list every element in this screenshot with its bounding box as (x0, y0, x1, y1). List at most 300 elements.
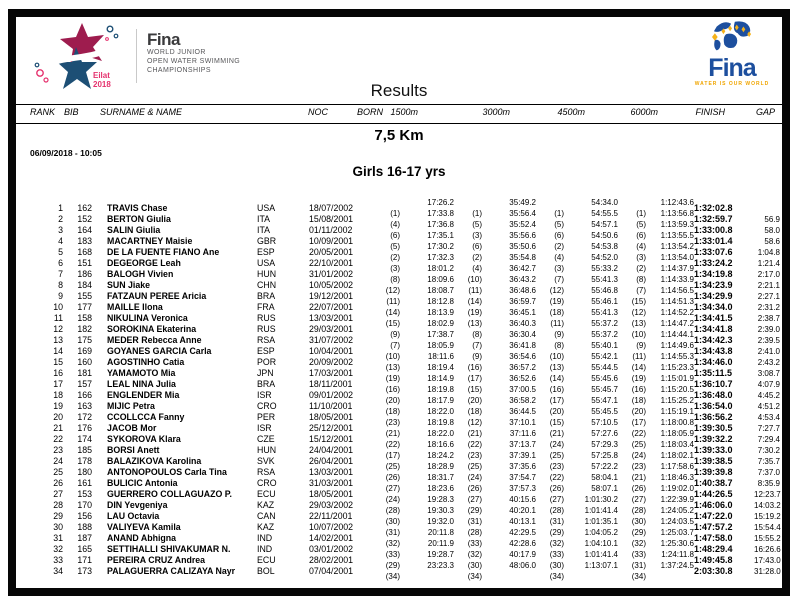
split-rank: (33) (631, 550, 646, 559)
split-time: 1:15:01.9 (660, 374, 694, 383)
split-time: 18:11.6 (427, 352, 454, 361)
split-rank: (24) (467, 473, 482, 482)
split-time: 17:35.1 (427, 231, 454, 240)
split-rank: (17) (631, 418, 646, 427)
bib-cell: 182 (77, 323, 92, 334)
split-rank: (23) (385, 418, 400, 427)
split-time: 57:29.3 (591, 440, 618, 449)
born-cell: 31/01/2002 (309, 268, 354, 279)
split-rank: (15) (549, 418, 564, 427)
noc-cell: ESP (257, 246, 275, 257)
split-6000m-cell (618, 560, 694, 582)
noc-cell: ESP (257, 345, 275, 356)
org-line-2: OPEN WATER SWIMMING (147, 58, 241, 65)
split-rank: (11) (550, 319, 564, 328)
noc-cell: BOL (257, 565, 275, 576)
split-rank: (18) (467, 407, 482, 416)
split-time: 19:30.3 (427, 506, 454, 515)
split-rank: (34) (467, 572, 482, 581)
name-cell: SUN Jiake (107, 279, 151, 290)
split-rank: (3) (390, 264, 400, 273)
name-cell: DIN Yevgeniya (107, 499, 168, 510)
split-rank: (13) (385, 363, 400, 372)
born-cell: 29/03/2001 (309, 323, 354, 334)
split-rank: (30) (467, 561, 482, 570)
split-time: 19:28.3 (427, 495, 454, 504)
split-rank: (33) (549, 550, 564, 559)
born-cell: 03/01/2002 (309, 543, 354, 554)
split-rank: (22) (631, 429, 646, 438)
noc-cell: CAN (257, 510, 276, 521)
rank-cell: 5 (58, 246, 63, 257)
split-time: 54:52.0 (591, 253, 618, 262)
bib-cell: 151 (77, 257, 92, 268)
gap-cell: 8:35.9 (757, 478, 780, 488)
split-time: 18:19.8 (427, 418, 454, 427)
rank-cell: 8 (58, 279, 63, 290)
noc-cell: IND (257, 532, 273, 543)
results-table (16, 197, 782, 581)
distance-title: 7,5 Km (374, 127, 424, 144)
born-cell: 18/11/2001 (309, 378, 353, 389)
split-time: 1:24:03.5 (660, 517, 694, 526)
born-cell: 13/03/2001 (309, 466, 354, 477)
split-rank: (19) (631, 374, 646, 383)
split-time: 1:15:19.1 (660, 407, 694, 416)
header-rule-bottom (16, 123, 782, 124)
gap-cell: 2:39.5 (757, 335, 780, 345)
split-rank: (21) (631, 473, 646, 482)
finish-cell: 1:34:23.9 (694, 279, 733, 290)
split-time: 1:14:56.5 (660, 286, 694, 295)
logo-divider (136, 29, 137, 83)
split-time: 1:18:00.8 (660, 418, 694, 427)
gap-cell: 2:17.0 (757, 269, 780, 279)
split-rank: (20) (467, 396, 482, 405)
rank-cell: 34 (53, 565, 63, 576)
split-rank: (34) (549, 572, 564, 581)
split-rank: (12) (467, 418, 482, 427)
rank-cell: 2 (58, 213, 63, 224)
split-time: 36:41.8 (509, 341, 536, 350)
split-1500m-cell (372, 560, 454, 582)
bib-cell: 172 (77, 411, 92, 422)
split-rank: (29) (385, 561, 400, 570)
finish-cell: 2:03:30.8 (694, 565, 733, 576)
gap-cell: 3:08.7 (757, 368, 780, 378)
gap-cell: 7:35.7 (757, 456, 780, 466)
born-cell: 22/10/2001 (309, 257, 354, 268)
bib-cell: 158 (77, 312, 92, 323)
split-rank: (27) (467, 495, 482, 504)
split-rank: (5) (390, 242, 400, 251)
gap-cell: 31:28.0 (754, 566, 781, 576)
badge-city: Eilat (93, 71, 110, 80)
split-time: 36:45.1 (509, 308, 536, 317)
split-time: 17:38.7 (427, 330, 454, 339)
split-rank: (34) (385, 572, 400, 581)
noc-cell: FRA (257, 301, 275, 312)
name-cell: ANTONOPOULOS Carla Tina (107, 466, 227, 477)
split-rank: (3) (636, 253, 646, 262)
split-time: 40:17.9 (509, 550, 536, 559)
noc-cell: KAZ (257, 521, 275, 532)
born-cell: 18/07/2002 (309, 202, 354, 213)
split-rank: (6) (390, 231, 400, 240)
split-rank: (24) (631, 451, 646, 460)
name-cell: VALIYEVA Kamila (107, 521, 181, 532)
split-time: 1:18:46.3 (660, 473, 694, 482)
split-rank: (3) (472, 231, 482, 240)
noc-cell: HUN (257, 444, 277, 455)
split-rank: (7) (390, 341, 400, 350)
split-time: 18:24.2 (427, 451, 454, 460)
split-time: 1:14:49.6 (660, 341, 694, 350)
bib-cell: 186 (77, 268, 92, 279)
name-cell: YAMAMOTO Mia (107, 367, 176, 378)
name-cell: BALOGH Vivien (107, 268, 174, 279)
gap-cell: 2:21.1 (757, 280, 780, 290)
noc-cell: KAZ (257, 499, 275, 510)
finish-cell: 1:47:57.2 (694, 521, 733, 532)
gap-cell: 12:23.7 (754, 489, 781, 499)
gap-cell: 7:37.0 (757, 467, 780, 477)
finish-cell: 1:36:10.7 (694, 378, 733, 389)
name-cell: MIJIC Petra (107, 400, 155, 411)
gap-cell: 56.9 (764, 214, 780, 224)
born-cell: 09/01/2002 (309, 389, 354, 400)
split-time: 18:19.4 (427, 363, 454, 372)
finish-cell: 1:34:41.8 (694, 323, 733, 334)
split-rank: (5) (472, 220, 482, 229)
finish-cell: 1:34:29.9 (694, 290, 733, 301)
split-4500m-cell (536, 560, 618, 582)
split-time: 55:47.1 (591, 396, 618, 405)
noc-cell: ECU (257, 554, 276, 565)
rank-cell: 26 (53, 477, 63, 488)
noc-cell: GBR (257, 235, 277, 246)
split-rank: (8) (636, 275, 646, 284)
split-rank: (17) (467, 374, 482, 383)
split-time: 37:00.5 (509, 385, 536, 394)
org-line-3: CHAMPIONSHIPS (147, 67, 211, 74)
finish-cell: 1:44:26.5 (694, 488, 733, 499)
born-cell: 01/11/2002 (309, 224, 353, 235)
split-rank: (25) (385, 462, 400, 471)
split-time: 1:01:30.2 (584, 495, 618, 504)
name-cell: DEGEORGE Leah (107, 257, 181, 268)
finish-cell: 1:39:39.8 (694, 466, 733, 477)
split-time: 36:42.7 (509, 264, 536, 273)
split-rank: (32) (385, 539, 400, 548)
bib-cell: 188 (77, 521, 92, 532)
rank-cell: 19 (53, 400, 63, 411)
split-rank: (18) (549, 308, 564, 317)
split-time: 55:41.3 (591, 308, 618, 317)
split-time: 55:45.6 (591, 374, 618, 383)
born-cell: 25/12/2001 (309, 422, 354, 433)
rank-cell: 32 (53, 543, 63, 554)
results-page (16, 17, 782, 588)
split-time: 55:42.1 (591, 352, 618, 361)
split-time: 36:57.2 (509, 363, 536, 372)
rank-cell: 9 (58, 290, 63, 301)
rank-cell: 10 (53, 301, 63, 312)
bib-cell: 162 (77, 202, 92, 213)
split-time: 35:56.6 (509, 231, 536, 240)
noc-cell: RUS (257, 312, 276, 323)
split-time: 18:01.2 (427, 264, 454, 273)
name-cell: DE LA FUENTE FIANO Ane (107, 246, 220, 257)
bib-cell: 187 (77, 532, 92, 543)
split-time: 54:55.5 (591, 209, 618, 218)
split-time: 1:18:02.1 (660, 451, 694, 460)
split-time: 1:15:23.3 (660, 363, 694, 372)
born-cell: 31/07/2002 (309, 334, 354, 345)
split-time: 54:57.1 (591, 220, 618, 229)
split-rank: (27) (549, 495, 564, 504)
split-time: 17:30.2 (427, 242, 454, 251)
born-cell: 13/03/2001 (309, 312, 354, 323)
split-time: 42:28.6 (509, 539, 536, 548)
split-rank: (4) (390, 220, 400, 229)
org-line-1: WORLD JUNIOR (147, 49, 206, 56)
split-time: 18:16.6 (427, 440, 454, 449)
split-time: 58:07.1 (591, 484, 618, 493)
gap-cell: 7:29.4 (757, 434, 780, 444)
name-cell: PALAGUERRA CALIZAYA Nayr (107, 565, 236, 576)
finish-cell: 1:48:29.4 (694, 543, 733, 554)
bib-cell: 161 (77, 477, 92, 488)
split-time: 1:18:03.4 (660, 440, 694, 449)
gap-cell: 16:26.6 (754, 544, 781, 554)
split-rank: (31) (385, 528, 400, 537)
finish-cell: 1:47:22.0 (694, 510, 733, 521)
name-cell: BALAZIKOVA Karolina (107, 455, 202, 466)
split-rank: (12) (549, 286, 564, 295)
split-time: 54:50.6 (591, 231, 618, 240)
noc-cell: ISR (257, 389, 272, 400)
split-time: 1:15:20.5 (660, 385, 694, 394)
header-rule-top (16, 104, 782, 105)
split-rank: (7) (472, 341, 482, 350)
split-rank: (9) (554, 330, 564, 339)
split-rank: (11) (386, 297, 400, 306)
finish-cell: 1:33:07.6 (694, 246, 733, 257)
split-rank: (5) (636, 220, 646, 229)
split-time: 19:32.0 (427, 517, 454, 526)
rank-cell: 23 (53, 444, 63, 455)
split-time: 36:40.3 (509, 319, 536, 328)
split-rank: (2) (554, 242, 564, 251)
split-rank: (15) (467, 385, 482, 394)
split-time: 55:46.8 (591, 286, 618, 295)
col-header-3000m: 3000m (482, 107, 510, 117)
rank-cell: 13 (53, 334, 63, 345)
split-rank: (18) (631, 396, 646, 405)
split-rank: (2) (472, 253, 482, 262)
noc-cell: CRO (257, 400, 277, 411)
split-rank: (21) (549, 429, 564, 438)
split-rank: (6) (554, 231, 564, 240)
split-rank: (6) (636, 231, 646, 240)
split-time: 1:14:51.3 (660, 297, 694, 306)
name-cell: GUERRERO COLLAGUAZO P. (107, 488, 232, 499)
split-time: 1:04:10.1 (584, 539, 618, 548)
split-rank: (31) (631, 561, 646, 570)
split-rank: (19) (549, 297, 564, 306)
split-time: 1:19:02.0 (660, 484, 694, 493)
split-time: 23:23.3 (427, 561, 454, 570)
split-time: 1:15:25.2 (660, 396, 694, 405)
finish-cell: 1:33:01.4 (694, 235, 733, 246)
rank-cell: 21 (53, 422, 63, 433)
name-cell: SETTIHALLI SHIVAKUMAR N. (107, 543, 231, 554)
name-cell: MACARTNEY Maisie (107, 235, 193, 246)
split-time: 17:32.3 (427, 253, 454, 262)
split-time: 55:45.5 (591, 407, 618, 416)
noc-cell: RUS (257, 323, 276, 334)
split-time: 40:20.1 (509, 506, 536, 515)
badge-year: 2018 (93, 80, 111, 89)
split-rank: (29) (549, 528, 564, 537)
split-rank: (10) (631, 330, 646, 339)
split-rank: (29) (631, 528, 646, 537)
col-header-noc: NOC (308, 107, 328, 117)
split-time: 1:37:24.5 (660, 561, 694, 570)
split-rank: (33) (385, 550, 400, 559)
finish-cell: 1:49:45.8 (694, 554, 733, 565)
noc-cell: RSA (257, 466, 276, 477)
split-rank: (10) (385, 352, 400, 361)
rank-cell: 1 (58, 202, 63, 213)
page-title: Results (370, 81, 428, 100)
org-title: Fina (147, 30, 180, 49)
split-time: 17:26.2 (427, 198, 454, 207)
split-rank: (34) (631, 572, 646, 581)
split-time: 40:13.1 (509, 517, 536, 526)
rank-cell: 11 (53, 312, 63, 323)
split-rank: (13) (549, 363, 564, 372)
split-time: 36:52.6 (509, 374, 536, 383)
split-time: 35:52.4 (509, 220, 536, 229)
finish-cell: 1:34:19.8 (694, 268, 733, 279)
split-rank: (26) (631, 484, 646, 493)
split-rank: (24) (385, 495, 400, 504)
split-time: 18:12.8 (427, 297, 454, 306)
split-rank: (32) (631, 539, 646, 548)
split-time: 1:25:03.7 (660, 528, 694, 537)
finish-cell: 1:36:54.0 (694, 400, 733, 411)
split-time: 18:05.9 (427, 341, 454, 350)
split-time: 1:13:56.8 (660, 209, 694, 218)
split-rank: (14) (631, 363, 646, 372)
born-cell: 10/04/2001 (309, 345, 354, 356)
split-time: 55:45.7 (591, 385, 618, 394)
name-cell: ANAND Abhigna (107, 532, 177, 543)
globe-icon (703, 17, 761, 57)
split-rank: (18) (385, 407, 400, 416)
split-rank: (30) (385, 517, 400, 526)
split-time: 36:58.2 (509, 396, 536, 405)
split-rank: (19) (467, 308, 482, 317)
gap-cell: 4:51.2 (757, 401, 780, 411)
split-time: 18:17.9 (427, 396, 454, 405)
split-time: 1:24:11.8 (661, 550, 694, 559)
split-rank: (31) (549, 517, 564, 526)
gap-cell: 58.6 (764, 236, 780, 246)
born-cell: 18/05/2001 (309, 488, 354, 499)
split-time: 37:13.7 (509, 440, 536, 449)
bib-cell: 178 (77, 455, 92, 466)
split-rank: (16) (467, 363, 482, 372)
gap-cell: 2:43.2 (757, 357, 780, 367)
split-time: 18:02.9 (427, 319, 454, 328)
split-rank: (28) (385, 506, 400, 515)
split-rank: (11) (468, 286, 482, 295)
noc-cell: POR (257, 356, 277, 367)
gap-cell: 7:30.2 (757, 445, 780, 455)
finish-cell: 1:40:38.7 (694, 477, 733, 488)
born-cell: 15/08/2001 (309, 213, 354, 224)
split-time: 1:01:41.4 (584, 550, 618, 559)
bib-cell: 168 (77, 246, 92, 257)
category-title: Girls 16-17 yrs (352, 164, 446, 179)
bib-cell: 166 (77, 389, 92, 400)
split-time: 19:28.7 (427, 550, 454, 559)
split-time: 55:41.3 (591, 275, 618, 284)
bib-cell: 176 (77, 422, 92, 433)
split-rank: (16) (385, 385, 400, 394)
gap-cell: 4:53.4 (757, 412, 780, 422)
table-header-row (16, 107, 782, 120)
noc-cell: BRA (257, 378, 276, 389)
split-rank: (21) (467, 429, 482, 438)
org-text (147, 23, 240, 75)
bib-cell: 175 (77, 334, 92, 345)
rank-cell: 27 (53, 488, 63, 499)
split-time: 18:22.0 (427, 429, 454, 438)
noc-cell: USA (257, 257, 276, 268)
split-time: 35:56.4 (509, 209, 536, 218)
split-time: 55:33.2 (591, 264, 618, 273)
split-time: 36:54.6 (509, 352, 536, 361)
finish-cell: 1:32:59.7 (694, 213, 733, 224)
rank-cell: 4 (58, 235, 63, 246)
bib-cell: 163 (77, 400, 92, 411)
gap-cell: 15:19.2 (754, 511, 781, 521)
split-time: 18:22.0 (427, 407, 454, 416)
gap-cell: 15:55.2 (754, 533, 781, 543)
finish-cell: 1:32:02.8 (694, 202, 733, 213)
split-rank: (30) (631, 517, 646, 526)
finish-cell: 1:34:43.8 (694, 345, 733, 356)
rank-cell: 12 (53, 323, 63, 334)
rank-cell: 29 (53, 510, 63, 521)
split-time: 1:14:37.9 (660, 264, 694, 273)
col-header-finish: FINISH (695, 107, 725, 117)
born-cell: 14/02/2001 (309, 532, 354, 543)
noc-cell: JPN (257, 367, 274, 378)
gap-cell: 14:03.2 (754, 500, 781, 510)
split-rank: (27) (385, 484, 400, 493)
finish-cell: 1:33:24.2 (694, 257, 733, 268)
split-rank: (7) (554, 275, 564, 284)
fina-logo (688, 17, 776, 87)
finish-cell: 1:46:06.0 (694, 499, 733, 510)
split-rank: (13) (631, 319, 646, 328)
split-rank: (9) (390, 330, 400, 339)
